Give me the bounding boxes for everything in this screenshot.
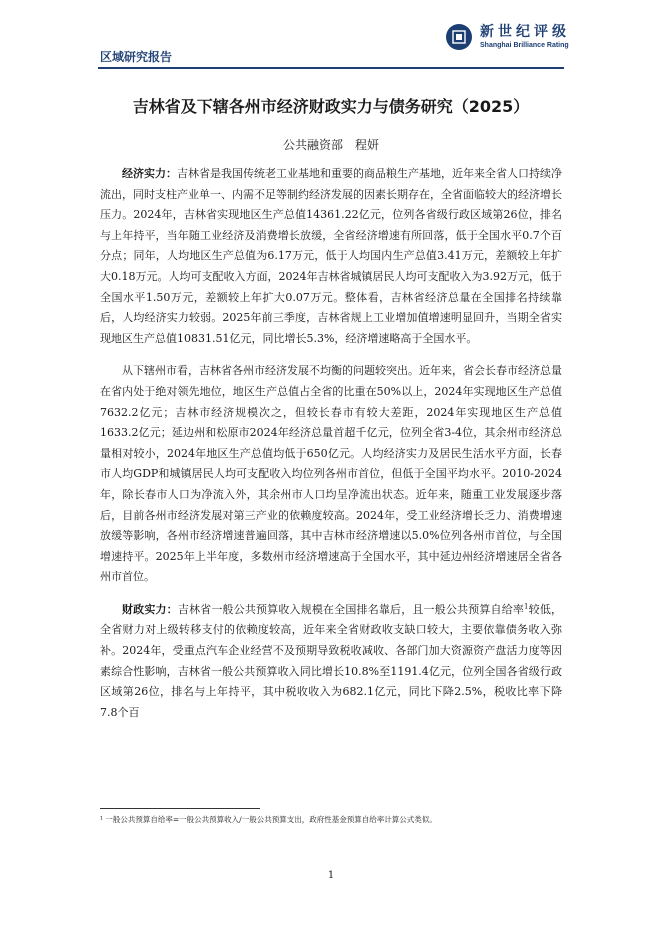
section-label: 区域研究报告 [100, 50, 173, 64]
paragraph-lead: 财政实力： [122, 602, 178, 616]
paragraph-text: 吉林省是我国传统老工业基地和重要的商品粮生产基地，近年来全省人口持续净流出，同时支柱产业单一、内需不足等制约经济发展的因素长期存在，全省面临较大的经济增长压力。2024年，吉林省实现地区生产总值14361.22亿元，位列各省级行政区域第26位，排名与上年持平，当年随工业经济及消费增长放缓，全省经济增速有所回落，低于全国水平0.7个百分点；同年，人均地区生产总值为6.17万元，低于人均国内生产总值3.41万元，差额较上年扩大0.18万元。人均可支配收入方面，2024年吉林省城镇居民人均可支配收入为3.92万元，低于全国水平1.50万元，差额较上年扩大0.07万元。整体看，吉林省经济总量在全国排名持续靠后，人均经济实力较弱。2025年前三季度，吉林省规上工业增加值增速明显回升，当期全省实现地区生产总值10831.51亿元，同比增长5.3%，经济增速略高于全国水平。 [100, 167, 562, 345]
paragraph-finance [100, 600, 562, 724]
footnote-divider [100, 808, 260, 809]
page-number: 1 [327, 870, 335, 881]
brilliance-emblem-icon [446, 24, 472, 50]
footnote-ref[interactable]: 1 [524, 602, 529, 611]
footnote: ¹ 一般公共预算自给率=一般公共预算收入/一般公共预算支出，政府性基金预算自给率计算公式类似。 [100, 815, 437, 824]
paragraph-text: 从下辖州市看，吉林省各州市经济发展不均衡的问题较突出。近年来，省会长春市经济总量在省内处于绝对领先地位，地区生产总值占全省的比重在50%以上，2024年实现地区生产总值7632.2亿元；吉林市经济规模次之，但较长春市有较大差距，2024年实现地区生产总值1633.2亿元；延边州和松原市2024年经济总量首超千亿元，位列全省3-4位，其余州市经济总量相对较小，2024年地区生产总值均低于650亿元。人均经济实力及居民生活水平方面，长春市人均GDP和城镇居民人均可支配收入均位列各州市首位，但低于全国平均水平。2010-2024年，除长春市人口为净流入外，其余州市人口均呈净流出状态。近年来，随重工业发展逐步落后，目前各州市经济发展对第三产业的依赖度较高。2024年，受工业经济增长乏力、消费增速放缓等影响，各州市经济增速普遍回落，其中吉林市经济增速以5.0%位列各州市首位，与全国增速持平。2025年上半年度，多数州市经济增速高于全国水平，其中延边州经济增速居全省各州市首位。 [100, 364, 562, 584]
paragraph-economy [100, 164, 562, 349]
report-author: 公共融资部 程妍 [282, 138, 379, 152]
paragraph-text: 吉林省一般公共预算收入规模在全国排名靠后，且一般公共预算自给率 [177, 602, 525, 616]
page-header [0, 0, 662, 68]
report-body [100, 164, 562, 723]
paragraph-lead: 经济实力： [122, 167, 177, 180]
header-divider [98, 67, 564, 69]
paragraph-cities [100, 361, 562, 588]
paragraph-text: 较低，全省财力对上级转移支付的依赖度较高，近年来全省财政收支缺口较大，主要依靠债务收入弥补。2024年，受重点汽车企业经营不及预期导致税收减收、各部门加大资源资产盘活力度等因素综合性影响，吉林省一般公共预算收入同比增长10.8%至1191.4亿元，位列全国各省级行政区域第26位，排名与上年持平，其中税收收入为682.1亿元，同比下降2.5%，税收比率下降7.8个百 [100, 602, 563, 719]
brand-name-cn: 新世纪评级 [480, 24, 570, 40]
brand-name-en: Shanghai Brilliance Rating [480, 42, 569, 49]
report-title: 吉林省及下辖各州市经济财政实力与债务研究（2025） [132, 97, 530, 116]
